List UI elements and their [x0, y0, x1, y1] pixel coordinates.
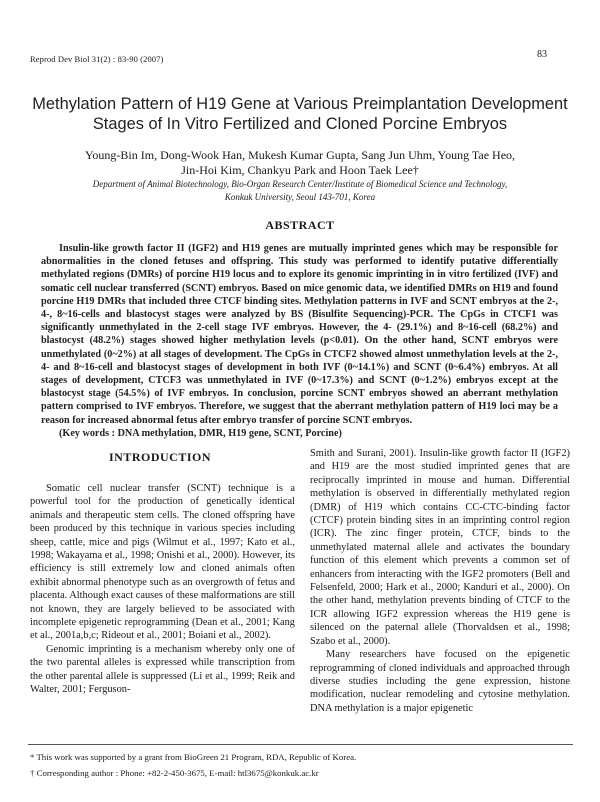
abstract-body — [41, 242, 558, 440]
intro-paragraph-1: Somatic cell nuclear transfer (SCNT) technique is a powerful tool for the production of genetically identical animals and therapeutic stem cells. The cloned offspring have been produced by this technique in various species including sheep, cattle, mice and pigs (Wilmut et al., 1997; Kato et al., 1998; Wakayama et al., 1998; Onishi et al., 2000). However, its efficiency is still extremely low and cloned animals often exhibit abnormal phenotype such as an overgrowth of fetus and placenta. Although exact causes of these malformations are still not known, they are largely believed to be associated with incomplete epigenetic reprogramming (Dean et al., 2001; Kang et al., 2001a,b,c; Rideout et al., 2001; Boiani et al., 2002). — [30, 483, 295, 642]
footnote-divider — [28, 744, 573, 745]
intro-paragraph-2-cont: Smith and Surani, 2001). Insulin-like growth factor II (IGF2) and H19 are the most studied imprinted genes that are reciprocally imprinted in mouse and human. Differential methylation is observed in differentially methylated region (DMR) of H19 which contains CC-CTC-binding factor (CTCF) protein binding sites in an imprinting control region (ICR). The zinc finger protein, CTCF, binds to the unmethylated maternal allele and activates the boundary function of this element which prevents a common set of enhancers from interacting with the IGF2 promoters (Bell and Felsenfeld, 2000; Hark et al., 2000; Kanduri et al., 2000). On the other hand, methylation prevents binding of CTCF to the ICR allowing IGF2 expression whereas the H19 gene is silenced on the paternal allele (Thorvaldsen et al., 1998; Szabo et al., 2000). — [310, 448, 570, 647]
introduction-heading: INTRODUCTION — [108, 450, 211, 464]
footnote-corresponding: † Corresponding author : Phone: +82-2-450-3675, E-mail: htl3675@konkuk.ac.kr — [30, 768, 319, 778]
footnote-funding: * This work was supported by a grant from BioGreen 21 Program, RDA, Republic of Korea. — [30, 752, 357, 762]
title-line-1: Methylation Pattern of H19 Gene at Various Preimplantation Development — [32, 95, 568, 113]
intro-paragraph-3: Many researchers have focused on the epigenetic reprogramming of cloned individuals and approached through diverse studies including the gene expression, histone modification, nuclear remodeling and cytosine methylation. DNA methylation is a major epigenetic — [310, 649, 570, 714]
abstract-text: Insulin-like growth factor II (IGF2) and H19 genes are mutually imprinted genes which may be responsible for abnormalities in the cloned fetuses and offspring. This study was performed to identify putative differentially methylated regions (DMRs) of porcine H19 locus and to explore its genomic imprinting in in vitro fertilized (IVF) and somatic cell nuclear transferred (SCNT) embryos. Based on mice genomic data, we identified DMRs on H19 and found porcine H19 DMRs that included three CTCF binding sites. Methylation patterns in IVF and SCNT embryos at the 2-, 4-, 8~16-cells and blastocyst stages were analyzed by BS (Bisulfite Sequencing)-PCR. The CpGs in CTCF1 was significantly unmethylated in the 2-cell stage IVF embryos. However, the 4- (29.1%) and 8~16-cell (68.2%) and blastocyst (48.2%) stages showed higher methylation levels (p<0.01). On the other hand, SCNT embryos were unmethylated (0~2%) at all stages of development. The CpGs in CTCF2 showed almost unmethylation levels at the 2-, 4- and 8~16-cell and blastocyst stages of development in both IVF (0~14.1%) and SCNT (0~6.4%) embryos. At all stages of development, CTCF3 was unmethylated in IVF (0~17.3%) and SCNT (0~1.2%) embryos except at the blastocyst stage (54.5%) of IVF embryos. In conclusion, porcine SCNT embryos showed an aberrant methylation pattern comprised to IVF embryos. Therefore, we suggest that the aberrant methylation pattern of H19 loci may be a reason for increased abnormal fetus after embryo transfer of porcine SCNT embryos. — [41, 243, 558, 426]
right-column — [310, 447, 570, 715]
page-number: 83 — [537, 49, 547, 60]
left-column — [30, 482, 295, 697]
title-line-2: Stages of In Vitro Fertilized and Cloned Porcine Embryos — [92, 115, 508, 133]
journal-citation: Reprod Dev Biol 31(2) : 83-90 (2007) — [30, 54, 164, 64]
intro-paragraph-2: Genomic imprinting is a mechanism whereby only one of the two parental alleles is expressed while transcription from the other parental allele is suppressed (Li et al., 1999; Reik and Walter, 2001; Ferguson- — [30, 643, 295, 696]
keywords: (Key words : DNA methylation, DMR, H19 gene, SCNT, Porcine) — [59, 427, 342, 439]
affiliation-line-1: Department of Animal Biotechnology, Bio-Organ Research Center/Institute of Biomedical Science and Technology, — [92, 179, 508, 189]
authors-line-1: Young-Bin Im, Dong-Wook Han, Mukesh Kumar Gupta, Sang Jun Uhm, Young Tae Heo, — [84, 148, 516, 162]
affiliation-line-2: Konkuk University, Seoul 143-701, Korea — [224, 192, 376, 202]
authors-line-2: Jin-Hoi Kim, Chankyu Park and Hoon Taek Lee† — [181, 163, 419, 177]
abstract-heading: ABSTRACT — [265, 218, 335, 232]
